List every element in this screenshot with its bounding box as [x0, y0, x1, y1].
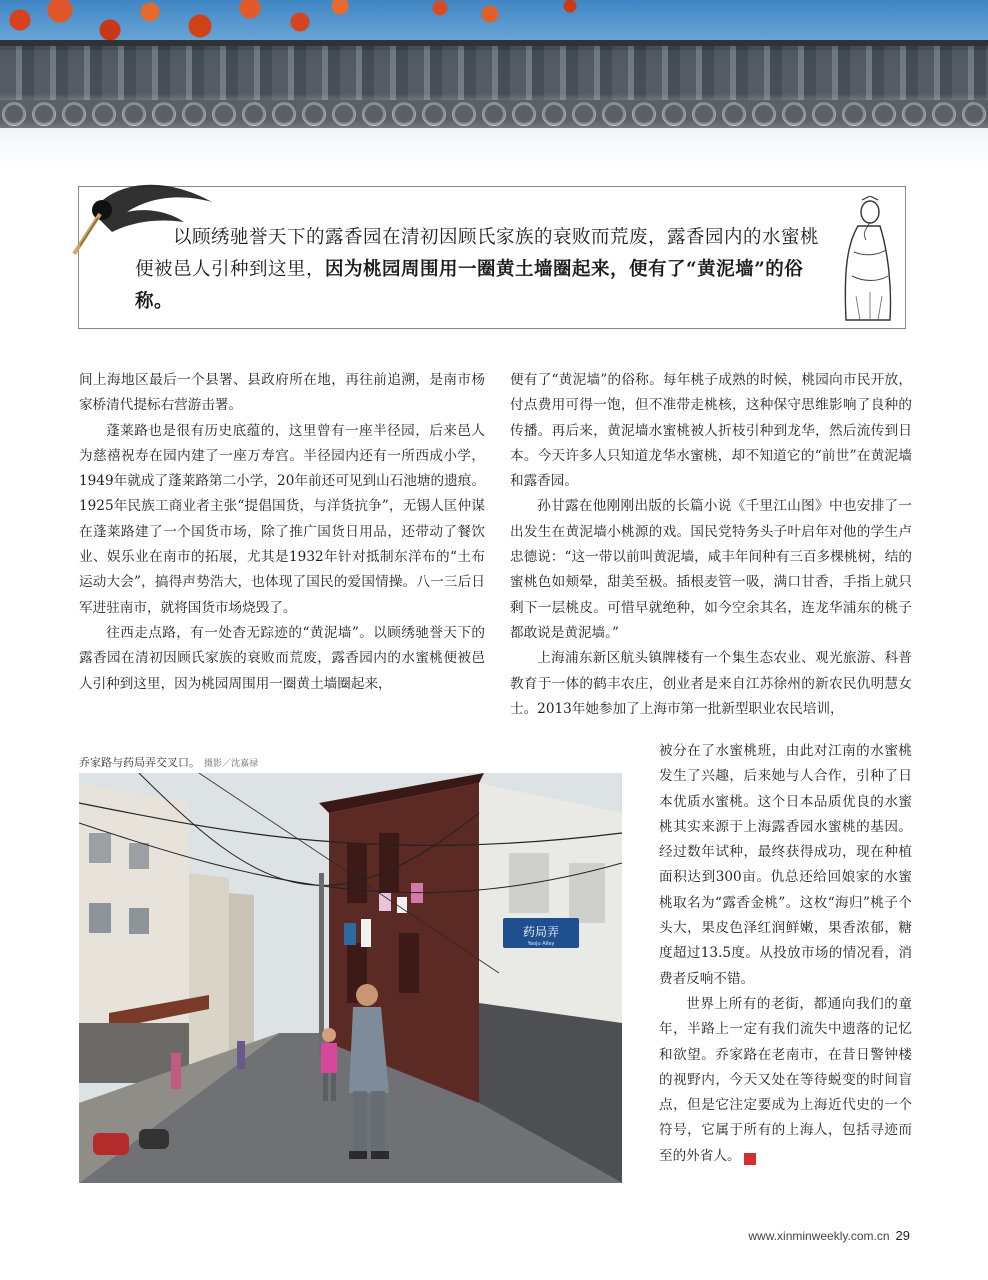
paragraph: 蓬莱路也是很有历史底蕴的，这里曾有一座半径园，后来邑人为慈禧祝寿在园内建了一座万寿宫。半径园内还有一所西成小学，1949年就成了蓬莱路第二小学，20年前还可见到山石池塘的遗痕。1925年民族工商业者主张“提倡国货，与洋货抗争”，无锡人匡仲谋在蓬莱路建了一个国货市场，除了推广国货日用品，还带动了餐饮业、娱乐业在南市的拓展，尤其是1932年针对抵制东洋布的“土布运动大会”，搞得声势浩大，也体现了国民的爱国情操。八一三后日军进驻南市，就将国货市场烧毁了。	[79, 422, 485, 616]
intro-bold-text: 因为桃园周围用一圈黄土墙圈起来，便有了“黄泥墙”的俗称。	[135, 259, 804, 312]
maple-leaves-decoration	[420, 0, 720, 30]
intro-paragraph	[135, 222, 825, 318]
end-mark-icon: 民	[744, 1153, 756, 1165]
street-scene-image	[79, 773, 622, 1183]
page-footer	[748, 1228, 910, 1243]
sage-figure-icon	[836, 196, 898, 324]
intro-lead: 以顾绣驰誉天下的露香园在清初因顾氏家族的衰败而荒废，露香园内的水蜜桃便被邑人引种到这里，	[135, 227, 820, 280]
paragraph: 便有了“黄泥墙”的俗称。每年桃子成熟的时候，桃园向市民开放，付点费用可得一饱，但不准带走桃核，这种保守思维影响了良种的传播。再后来，黄泥墙水蜜桃被人折枝引种到龙华，然后流传到日本。今天许多人只知道龙华水蜜桃，却不知道它的“前世”在黄泥墙和露香园。	[510, 372, 912, 490]
footer-url: www.xinminweekly.com.cn	[748, 1229, 890, 1243]
street-photo	[79, 773, 622, 1183]
paragraph: 上海浦东新区航头镇牌楼有一个集生态农业、观光旅游、科普教育于一体的鹤丰农庄，创业者是来自江苏徐州的新农民仇明慧女士。2013年她参加了上海市第一批新型职业农民培训，	[510, 650, 912, 717]
caption-text: 乔家路与药局弄交叉口。	[79, 756, 200, 769]
article-column-3	[659, 739, 912, 1169]
street-sign-sub: Yaoju Alley	[527, 941, 555, 947]
photo-credit: 摄影／沈嘉禄	[204, 759, 259, 769]
photo-caption	[79, 754, 258, 770]
closing-paragraph-text: 世界上所有的老街，都通向我们的童年，半路上一定有我们流失中遗落的记忆和欲望。乔家路在老南市，在昔日警钟楼的视野内，今天又处在等待蜕变的时间盲点，但是它注定要成为上海近代史的一个符号，它属于所有的上海人，包括寻迹而至的外省人。	[659, 995, 912, 1164]
page-number: 29	[895, 1228, 910, 1243]
paragraph: 间上海地区最后一个县署、县政府所在地，再往前追溯，是南市杨家桥清代提标右营游击署。	[79, 372, 485, 414]
header-banner	[0, 0, 988, 190]
article-column-1	[79, 368, 485, 697]
paragraph	[659, 992, 912, 1169]
street-sign-label: 药局弄	[522, 925, 560, 939]
article-column-2	[510, 368, 912, 722]
paragraph: 孙甘露在他刚刚出版的长篇小说《千里江山图》中也安排了一出发生在黄泥墙小桃源的戏。国民党特务头子叶启年对他的学生卢忠德说：“这一带以前叫黄泥墙，咸丰年间种有三百多棵桃树，结的蜜桃色如颊晕，甜美至极。插根麦管一吸，满口甘香，手指上就只剩下一层桃皮。可惜早就绝种，如今空余其名，连龙华浦东的桃子都敢说是黄泥墙。”	[510, 498, 912, 641]
paragraph: 往西走点路，有一处杳无踪迹的“黄泥墙”。以顾绣驰誉天下的露香园在清初因顾氏家族的衰败而荒废，露香园内的水蜜桃便被邑人引种到这里，因为桃园周围用一圈黄土墙圈起来，	[79, 624, 485, 692]
paragraph: 被分在了水蜜桃班，由此对江南的水蜜桃发生了兴趣，后来她与人合作，引种了日本优质水蜜桃。这个日本品质优良的水蜜桃其实来源于上海露香园水蜜桃的基因。经过数年试种，最终获得成功，现在种植面积达到300亩。仇总还给回娘家的水蜜桃取名为“露香金桃”。这枚“海归”桃子个头大，果皮色泽红润鲜嫩，果香浓郁，糖度超过13.5度。从投放市场的情况看，消费者反响不错。	[659, 743, 912, 987]
